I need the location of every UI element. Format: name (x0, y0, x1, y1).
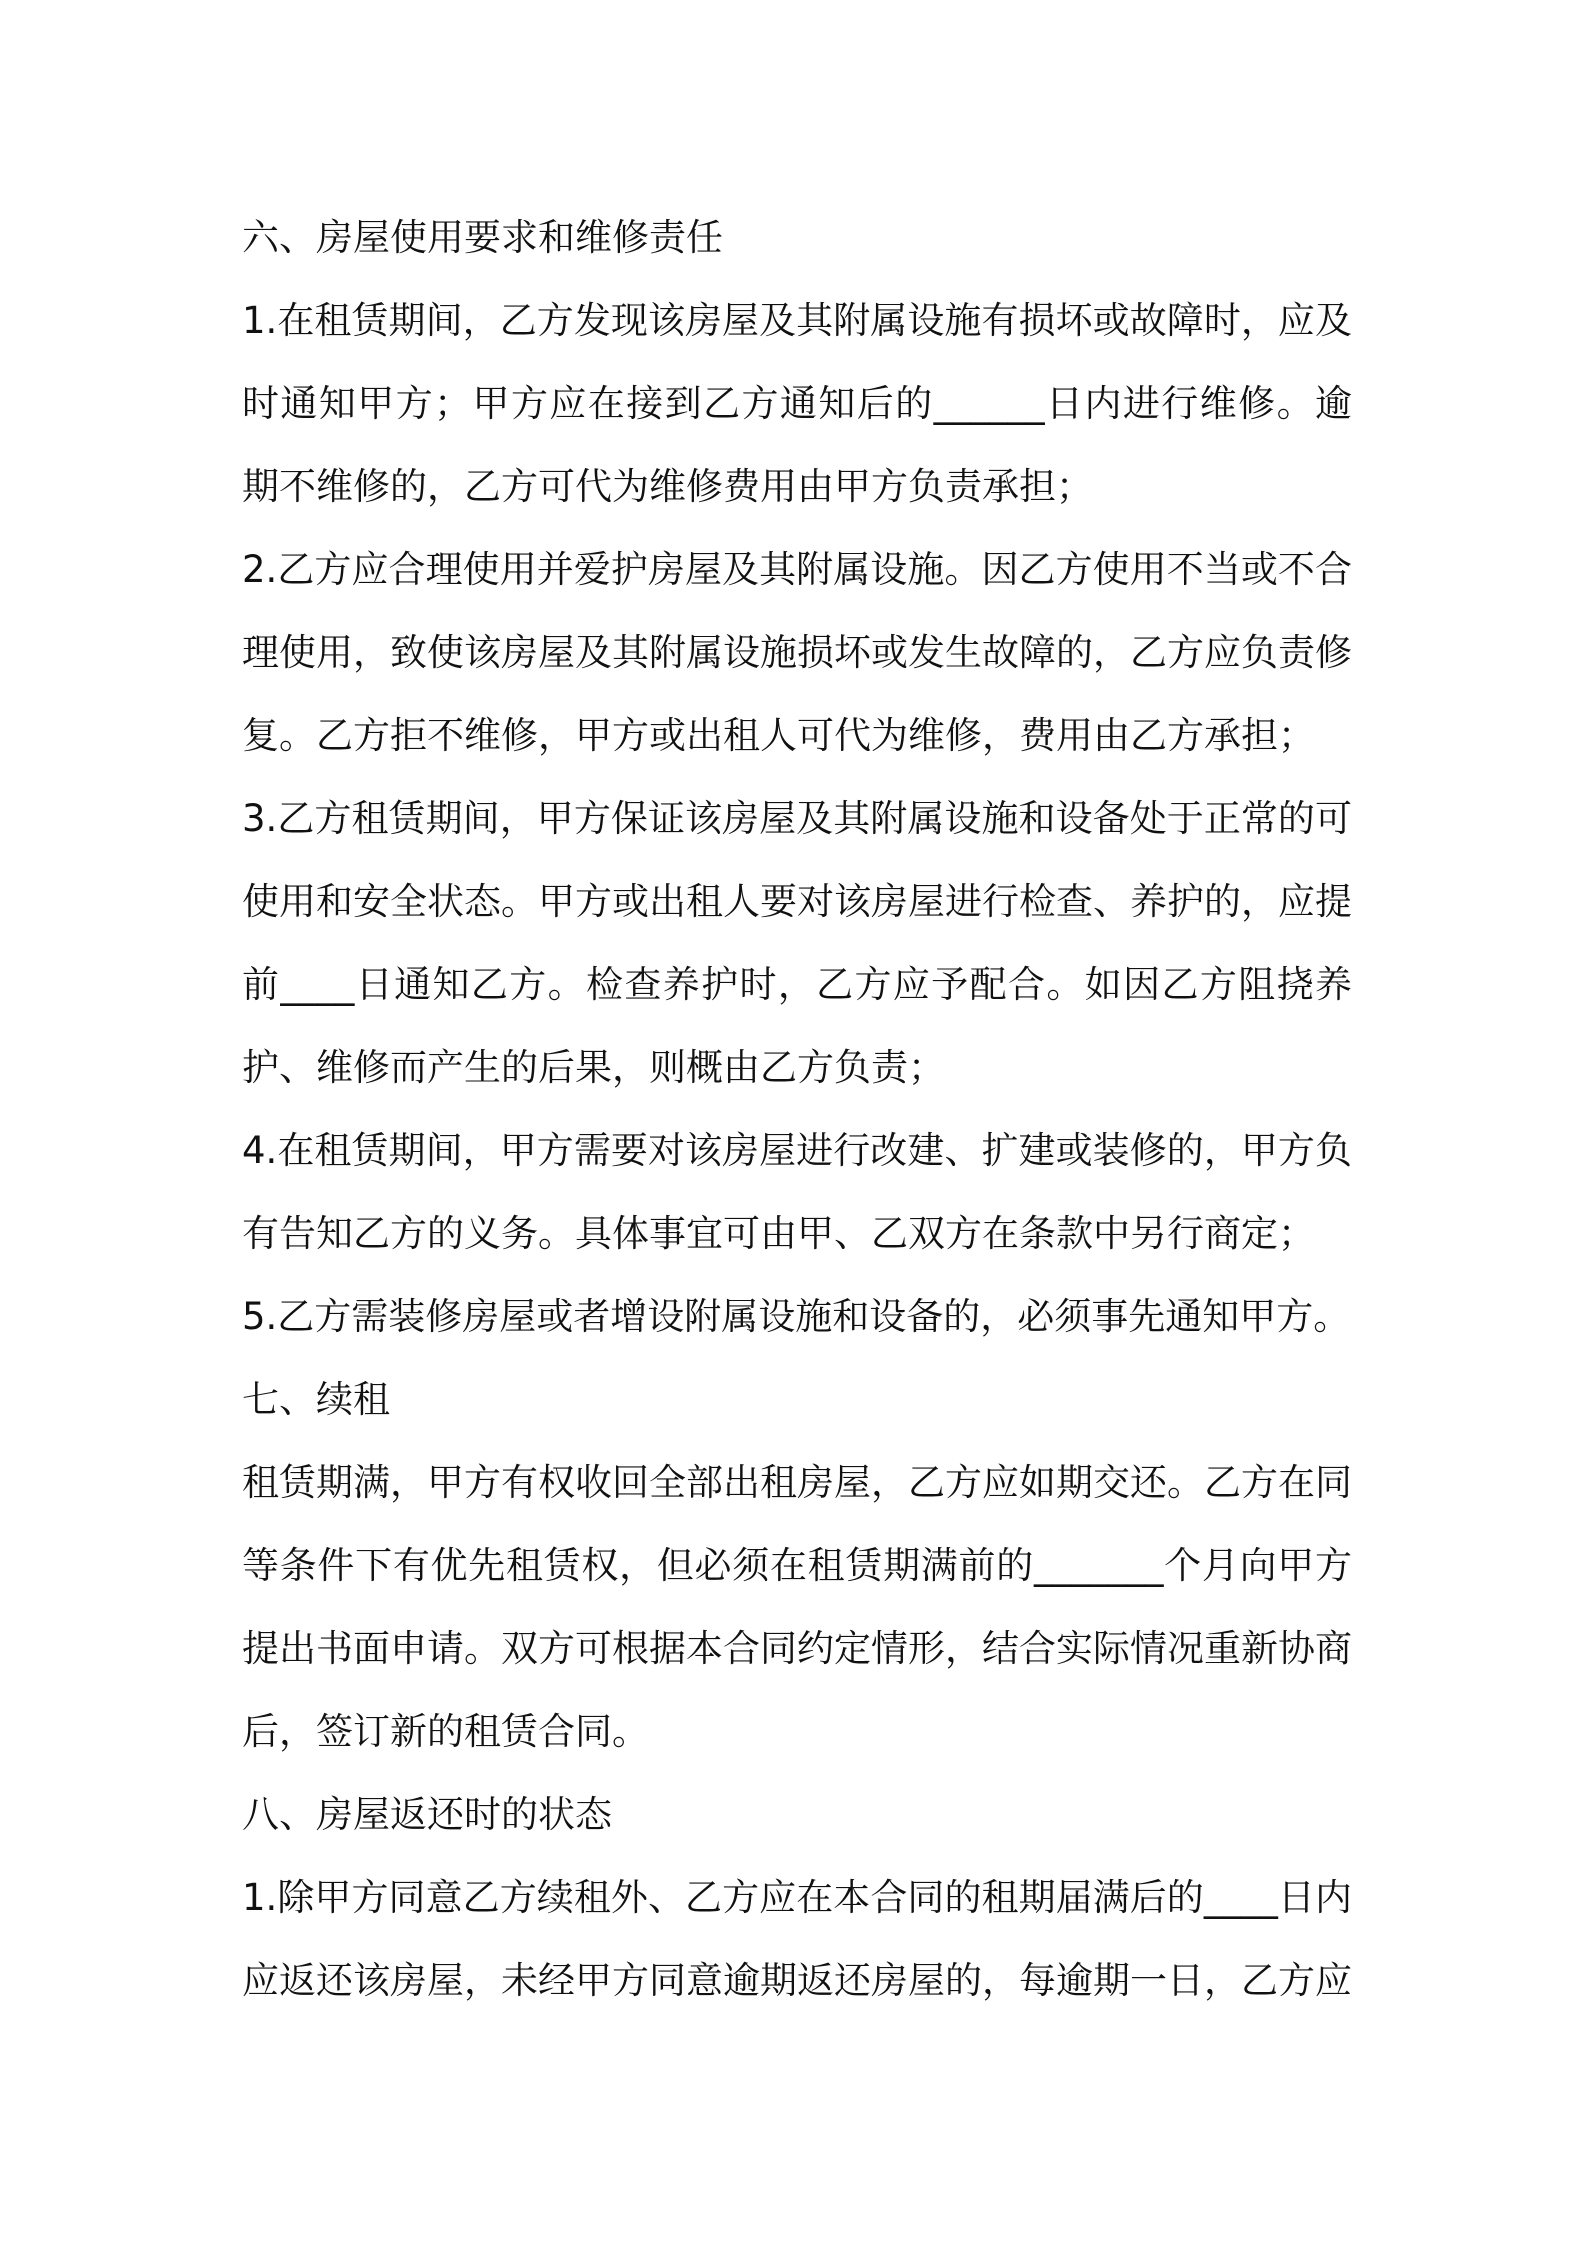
paragraph-line: 时通知甲方；甲方应在接到乙方通知后的______日内进行维修。逾 (242, 382, 1352, 425)
paragraph-line: 3.乙方租赁期间，甲方保证该房屋及其附属设施和设备处于正常的可 (242, 797, 1352, 840)
paragraph-line: 复。乙方拒不维修，甲方或出租人可代为维修，费用由乙方承担； (242, 714, 1315, 757)
paragraph-line: 1.除甲方同意乙方续租外、乙方应在本合同的租期届满后的____日内 (242, 1876, 1352, 1919)
paragraph-line: 理使用，致使该房屋及其附属设施损坏或发生故障的，乙方应负责修 (242, 631, 1352, 674)
section-heading-8: 八、房屋返还时的状态 (242, 1793, 612, 1836)
paragraph-line: 后，签订新的租赁合同。 (242, 1710, 649, 1753)
paragraph-line: 2.乙方应合理使用并爱护房屋及其附属设施。因乙方使用不当或不合 (242, 548, 1352, 591)
paragraph-line: 租赁期满，甲方有权收回全部出租房屋，乙方应如期交还。乙方在同 (242, 1461, 1352, 1504)
section-heading-7: 七、续租 (242, 1378, 390, 1421)
section-heading-6: 六、房屋使用要求和维修责任 (242, 216, 723, 259)
paragraph-line: 前____日通知乙方。检查养护时，乙方应予配合。如因乙方阻挠养 (242, 963, 1352, 1006)
document-page (242, 196, 1352, 2022)
paragraph-line: 应返还该房屋，未经甲方同意逾期返还房屋的，每逾期一日，乙方应 (242, 1959, 1352, 2002)
paragraph-line: 使用和安全状态。甲方或出租人要对该房屋进行检查、养护的，应提 (242, 880, 1352, 923)
paragraph-line: 期不维修的，乙方可代为维修费用由甲方负责承担； (242, 465, 1093, 508)
paragraph-line: 5.乙方需装修房屋或者增设附属设施和设备的，必须事先通知甲方。 (242, 1295, 1351, 1338)
paragraph-line: 有告知乙方的义务。具体事宜可由甲、乙双方在条款中另行商定； (242, 1212, 1315, 1255)
paragraph-line: 等条件下有优先租赁权，但必须在租赁期满前的_______个月向甲方 (242, 1544, 1352, 1587)
paragraph-line: 1.在租赁期间，乙方发现该房屋及其附属设施有损坏或故障时，应及 (242, 299, 1352, 342)
paragraph-line: 提出书面申请。双方可根据本合同约定情形，结合实际情况重新协商 (242, 1627, 1352, 1670)
paragraph-line: 4.在租赁期间，甲方需要对该房屋进行改建、扩建或装修的，甲方负 (242, 1129, 1352, 1172)
paragraph-line: 护、维修而产生的后果，则概由乙方负责； (242, 1046, 945, 1089)
